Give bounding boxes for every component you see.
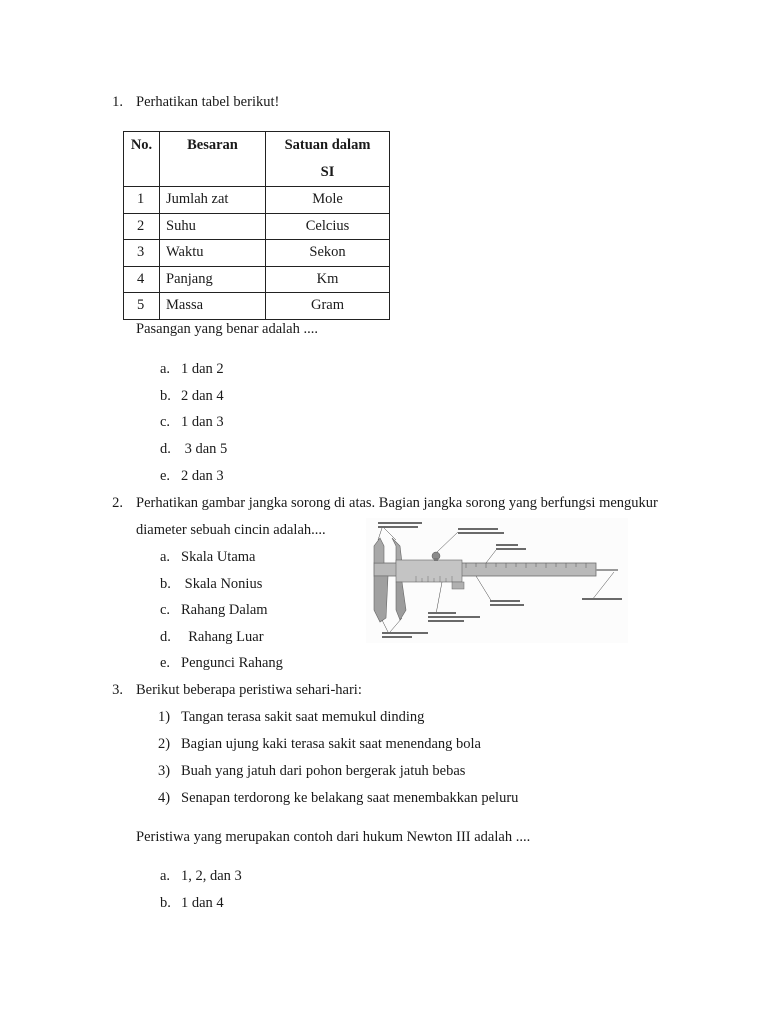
table-cell-no: 2 [124,213,160,240]
option-text: 2 dan 3 [181,468,224,484]
q2-number: 2. [112,495,123,511]
option-letter: b. [160,576,171,592]
table-row [124,240,390,267]
event-text: Senapan terdorong ke belakang saat menembakkan peluru [181,790,519,806]
table-cell-no: 3 [124,240,160,267]
table-header-besaran: Besaran [160,132,266,187]
table-row [124,213,390,240]
event-text: Tangan terasa sakit saat memukul dinding [181,709,425,725]
option-letter: c. [160,602,171,618]
table-cell-satuan: Km [266,266,390,293]
event-label: 4) [158,790,171,806]
table-cell-besaran: Panjang [160,266,266,293]
table-row [124,293,390,320]
table-cell-besaran: Suhu [160,213,266,240]
option-letter: b. [160,388,171,404]
table-cell-satuan: Celcius [266,213,390,240]
table-header-no: No. [124,132,160,187]
option-text: 1 dan 4 [181,895,224,911]
option-text: 1 dan 3 [181,414,224,430]
table-header-satuan-line2: SI [320,164,335,180]
option-letter: e. [160,468,171,484]
table-cell-no: 1 [124,187,160,214]
option-letter: d. [160,441,171,457]
q2-line1: Perhatikan gambar jangka sorong di atas. Bagian jangka sorong yang berfungsi mengukur [136,495,658,511]
event-text: Buah yang jatuh dari pohon bergerak jatuh bebas [181,763,466,779]
option-letter: b. [160,895,171,911]
option-letter: e. [160,655,171,671]
q3-text: Berikut beberapa peristiwa sehari-hari: [136,682,362,698]
vernier-caliper-figure [366,518,628,643]
option-text: 1 dan 2 [181,361,224,377]
option-text: 3 dan 5 [181,441,228,457]
table-cell-satuan: Mole [266,187,390,214]
q2-line2: diameter sebuah cincin adalah.... [136,522,326,538]
option-text: Rahang Dalam [181,602,268,618]
option-text: Pengunci Rahang [181,655,283,671]
table-cell-besaran: Jumlah zat [160,187,266,214]
event-label: 2) [158,736,171,752]
vernier-caliper-illustration [366,518,628,643]
table-header-row [124,132,390,187]
table-cell-besaran: Massa [160,293,266,320]
option-text: Skala Nonius [181,576,263,592]
table-cell-besaran: Waktu [160,240,266,267]
table-cell-no: 4 [124,266,160,293]
q1-text: Perhatikan tabel berikut! [136,94,280,110]
option-letter: a. [160,549,171,565]
event-label: 3) [158,763,171,779]
table-header-satuan [266,132,390,187]
option-text: 2 dan 4 [181,388,224,404]
option-text: Rahang Luar [181,629,264,645]
q1-table [123,131,390,320]
table-cell-satuan: Gram [266,293,390,320]
option-letter: a. [160,361,171,377]
table-cell-no: 5 [124,293,160,320]
event-text: Bagian ujung kaki terasa sakit saat menendang bola [181,736,481,752]
table-row [124,266,390,293]
q3-number: 3. [112,682,123,698]
option-letter: d. [160,629,171,645]
table-header-satuan-line1: Satuan dalam [284,137,371,153]
q1-prompt: Pasangan yang benar adalah .... [136,321,318,337]
option-letter: c. [160,414,171,430]
q3-prompt: Peristiwa yang merupakan contoh dari hukum Newton III adalah .... [136,829,531,845]
event-label: 1) [158,709,171,725]
table-row [124,187,390,214]
table-cell-satuan: Sekon [266,240,390,267]
q1-number: 1. [112,94,123,110]
option-text: 1, 2, dan 3 [181,868,242,884]
option-text: Skala Utama [181,549,256,565]
option-letter: a. [160,868,171,884]
